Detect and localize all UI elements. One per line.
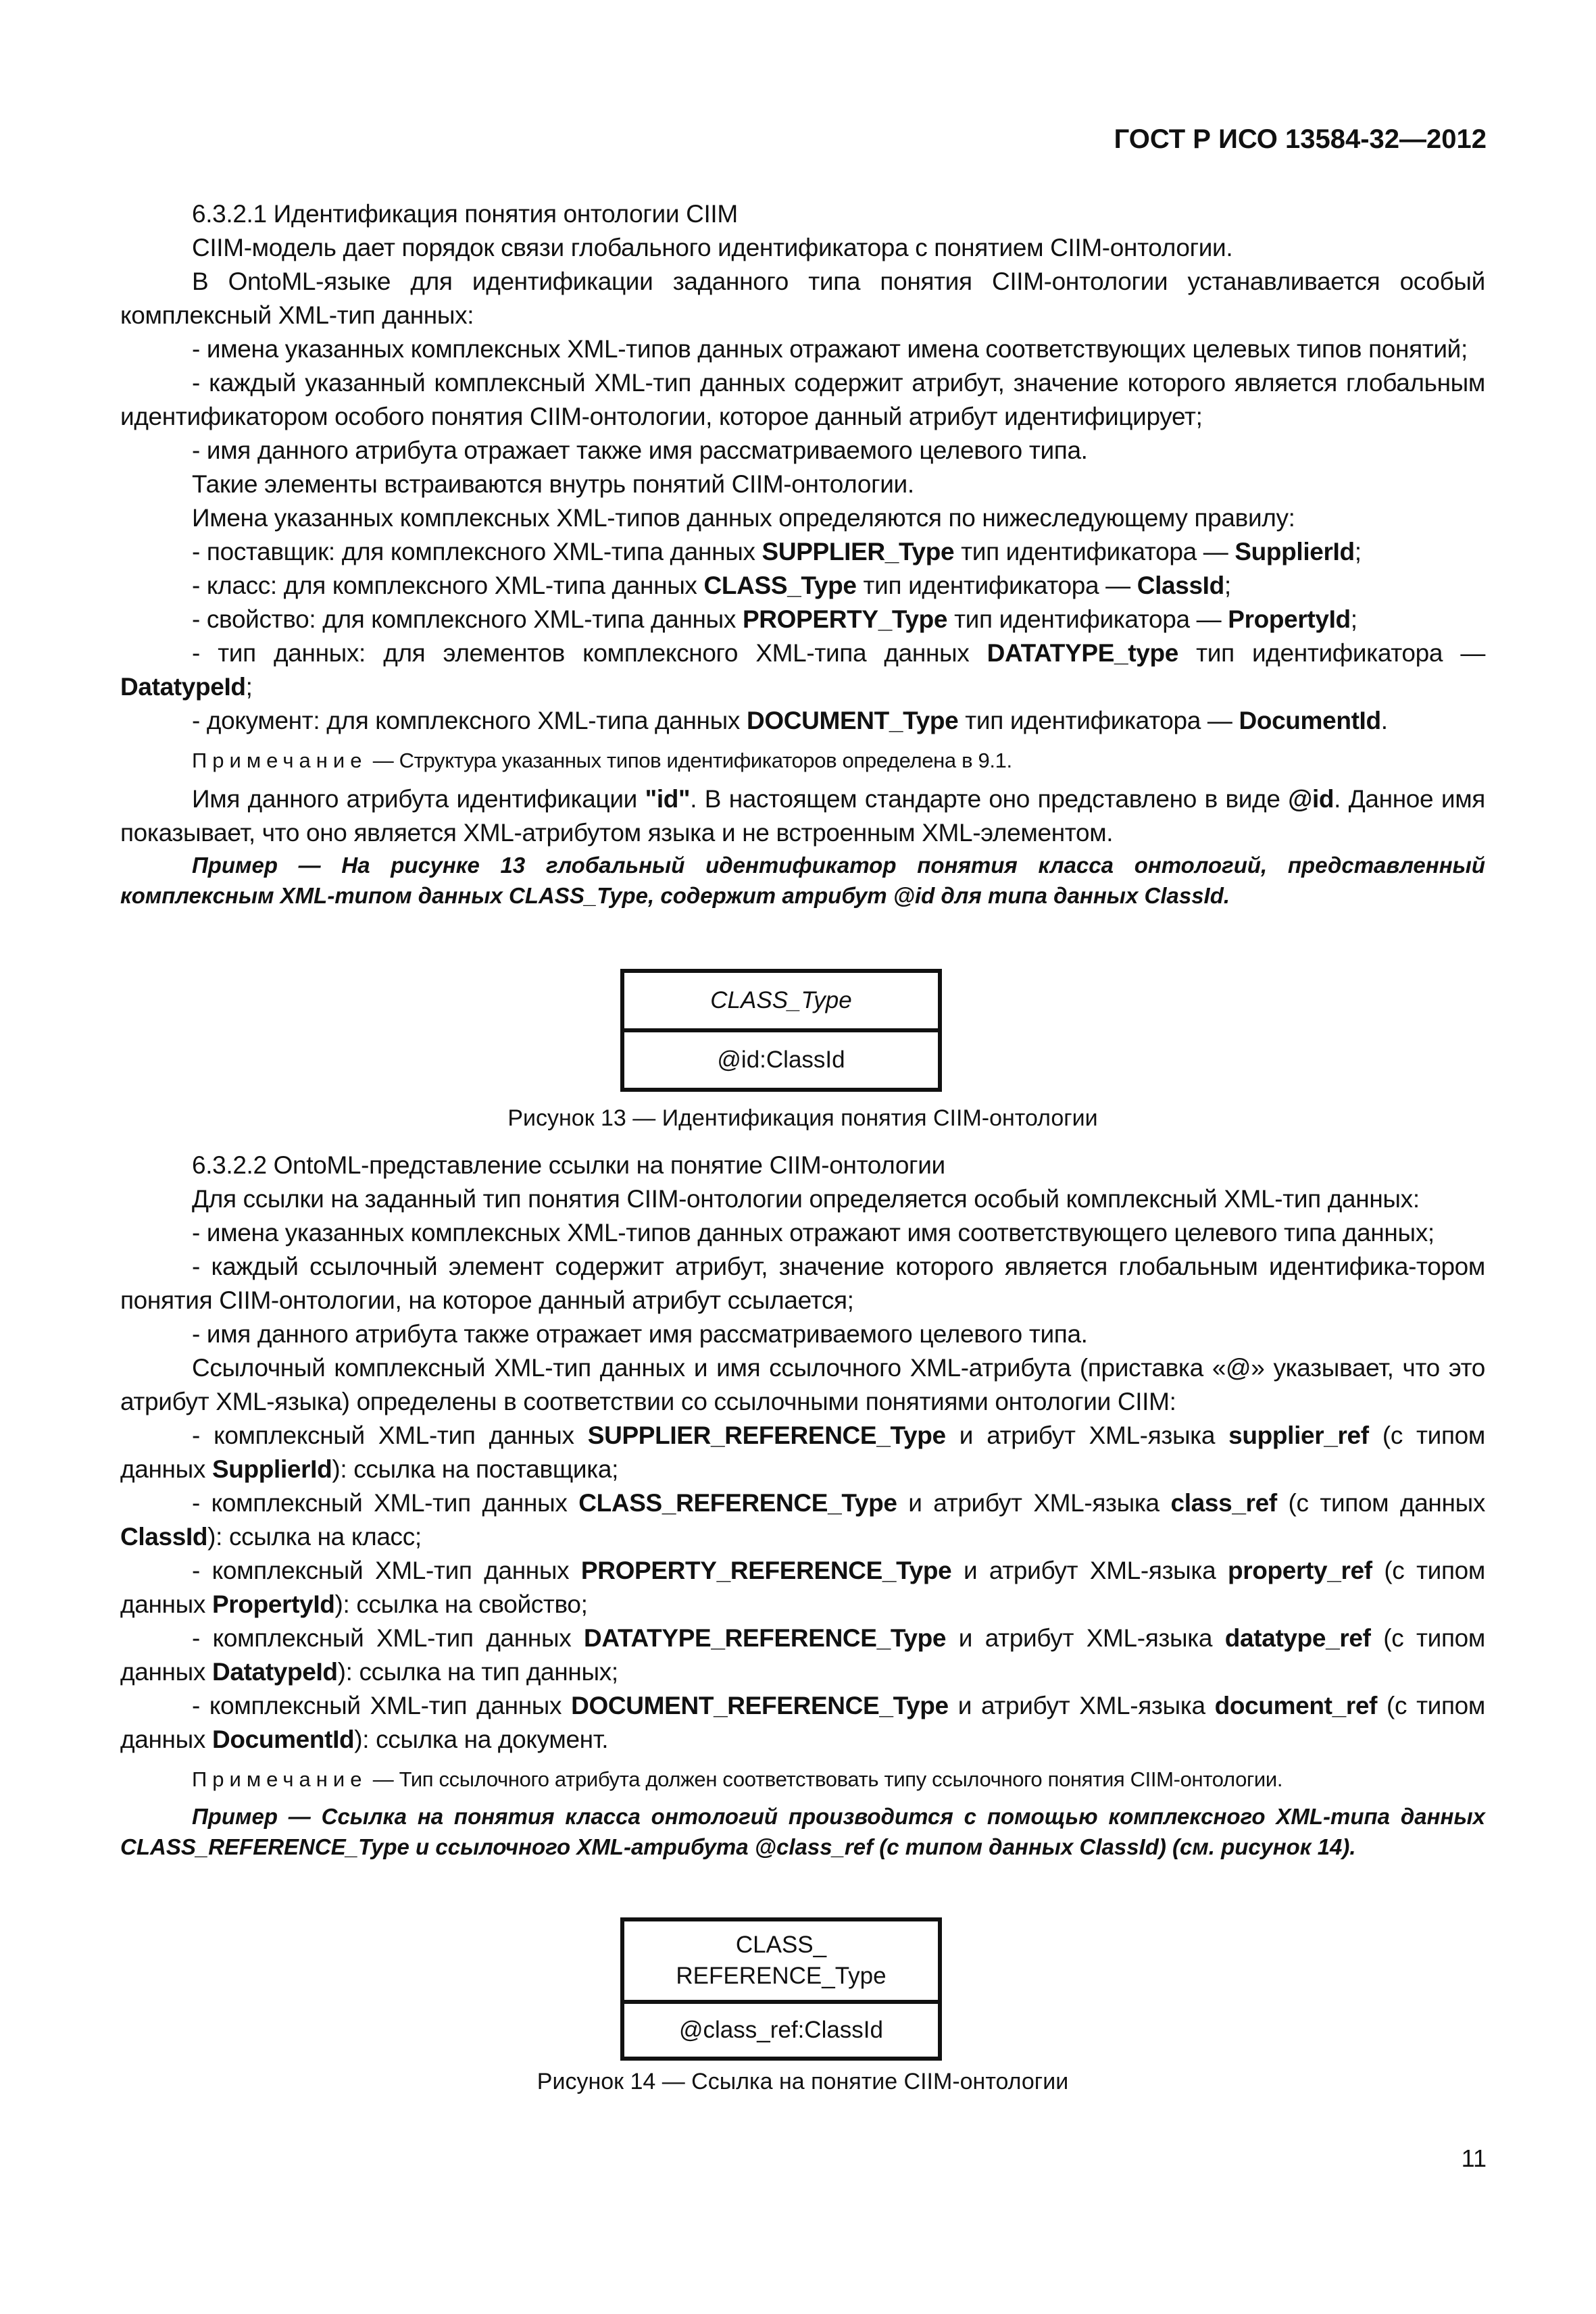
paragraph: - имена указанных комплексных XML-типов данных отражают имена соответствующих целевых типов понятий; [192, 335, 1468, 363]
rule-item-property [120, 603, 1485, 636]
ref-text: (с типом данных [120, 1557, 1485, 1618]
ref-text: - комплексный XML-тип данных [192, 1422, 588, 1449]
rule-text: ; [1354, 538, 1362, 565]
rule-type: SUPPLIER_Type [762, 538, 955, 565]
paragraph: - имя данного атрибута отражает также имя рассматриваемого целевого типа. [192, 436, 1088, 464]
ref-attr: datatype_ref [1224, 1624, 1371, 1652]
ref-type: SUPPLIER_REFERENCE_Type [587, 1422, 946, 1449]
rule-text: тип идентификатора — [856, 572, 1137, 599]
figure-13-type-cell: CLASS_Type [624, 973, 938, 1032]
ref-text: - комплексный XML-тип данных [192, 1557, 581, 1584]
rule-id: ClassId [1137, 572, 1224, 599]
paragraph: Имена указанных комплексных XML-типов данных определяются по нижеследующему правилу: [192, 504, 1295, 532]
figure-14-type-cell [624, 1921, 938, 2004]
figure-13-attribute-cell: @id:ClassId [717, 1047, 845, 1073]
rule-text: тип идентификатора — [958, 707, 1239, 734]
ref-attr: document_ref [1214, 1692, 1378, 1719]
ref-type: DATATYPE_REFERENCE_Type [584, 1624, 947, 1652]
ref-text: и атрибут XML-языка [946, 1624, 1225, 1652]
ref-id: SupplierId [211, 1455, 332, 1483]
ref-text: (с типом данных [1276, 1489, 1485, 1517]
ref-text: (с типом данных [120, 1624, 1485, 1686]
paragraph: Такие элементы встраиваются внутрь понятий CIIM-онтологии. [192, 470, 914, 498]
paragraph: - каждый указанный комплексный XML-тип данных содержит атрибут, значение которого является глобальным идентификатором особого понятия CIIM-онтологии, которое данный атрибут идентифицирует; [120, 369, 1485, 430]
rule-text: тип идентификатора — [947, 605, 1228, 633]
rule-text: тип идентификатора — [954, 538, 1235, 565]
reference-item-supplier [120, 1419, 1485, 1486]
note-text: — Тип ссылочного атрибута должен соответствовать типу ссылочного понятия CIIM-онтологии. [367, 1767, 1283, 1791]
rule-item-supplier [120, 535, 1485, 569]
section-heading: 6.3.2.1 Идентификация понятия онтологии CIIM [192, 200, 738, 228]
paragraph: В OntoML-языке для идентификации заданного типа понятия CIIM-онтологии устанавливается особый комплексный XML-тип данных: [120, 268, 1485, 329]
ref-id: DatatypeId [211, 1658, 338, 1686]
section-6-3-2-2 [120, 1149, 1485, 1862]
at-id-literal: @id [1288, 785, 1335, 813]
rule-type: DOCUMENT_Type [746, 707, 959, 734]
ref-type: PROPERTY_REFERENCE_Type [580, 1557, 952, 1584]
paragraph-id-attribute [120, 782, 1485, 850]
rule-id: DatatypeId [120, 673, 246, 701]
ref-text: и атрибут XML-языка [951, 1557, 1228, 1584]
rule-text: - класс: для комплексного XML-типа данных [192, 572, 704, 599]
rule-text: тип идентификатора — [1178, 639, 1485, 667]
reference-item-property [120, 1554, 1485, 1621]
rule-type: CLASS_Type [703, 572, 857, 599]
ref-text: - комплексный XML-тип данных [192, 1692, 572, 1719]
ref-text: и атрибут XML-языка [945, 1422, 1229, 1449]
section-heading: 6.3.2.2 OntoML-представление ссылки на понятие CIIM-онтологии [192, 1151, 945, 1179]
ref-id: ClassId [120, 1523, 208, 1551]
reference-item-datatype [120, 1621, 1485, 1689]
note [120, 1762, 1485, 1797]
figure-14-caption: Рисунок 14 — Ссылка на понятие CIIM-онтологии [537, 2069, 1069, 2094]
example: Пример — На рисунке 13 глобальный идентификатор понятия класса онтологий, представленный комплексным XML-типом данных CLASS_Type, содержит атрибут @id для типа данных ClassId. [120, 853, 1485, 908]
paragraph: - каждый ссылочный элемент содержит атрибут, значение которого является глобальным идентифика-тором понятия CIIM-онтологии, на которое данный атрибут ссылается; [120, 1253, 1485, 1314]
figure-14-diagram [620, 1917, 942, 2061]
paragraph: - имя данного атрибута также отражает имя рассматриваемого целевого типа. [192, 1320, 1088, 1348]
example: Пример — Ссылка на понятия класса онтологий производится с помощью комплексного XML-типа данных CLASS_REFERENCE_Type и ссылочного XML-атрибута @class_ref (с типом данных ClassId) (см. рисунок 14). [120, 1804, 1485, 1859]
rule-item-datatype [120, 636, 1485, 704]
ref-text: и атрибут XML-языка [948, 1692, 1215, 1719]
rule-text: - свойство: для комплексного XML-типа данных [192, 605, 743, 633]
ref-text: ): ссылка на документ. [354, 1726, 609, 1753]
ref-attr: supplier_ref [1228, 1422, 1369, 1449]
rule-text: ; [245, 673, 253, 701]
note-label: Примечание [192, 1767, 368, 1791]
paragraph: Для ссылки на заданный тип понятия CIIM-онтологии определяется особый комплексный XML-тип данных: [192, 1185, 1420, 1213]
paragraph: Ссылочный комплексный XML-тип данных и имя ссылочного XML-атрибута (приставка «@» указывает, что это атрибут XML-языка) определены в соответствии со ссылочными понятиями онтологии CIIM: [120, 1354, 1485, 1415]
ref-attr: property_ref [1227, 1557, 1372, 1584]
paragraph-text: Имя данного атрибута идентификации [192, 785, 645, 813]
reference-item-document [120, 1689, 1485, 1757]
rule-text: - поставщик: для комплексного XML-типа данных [192, 538, 762, 565]
ref-text: ): ссылка на класс; [207, 1523, 422, 1551]
figure-14-type-line: REFERENCE_Type [676, 1963, 887, 1989]
rule-text: . [1380, 707, 1388, 734]
ref-text: - комплексный XML-тип данных [192, 1624, 584, 1652]
rule-text: - документ: для комплексного XML-типа данных [192, 707, 747, 734]
ref-text: ): ссылка на поставщика; [332, 1455, 619, 1483]
paragraph: - имена указанных комплексных XML-типов данных отражают имя соответствующего целевого типа данных; [192, 1219, 1435, 1247]
ref-text: - комплексный XML-тип данных [192, 1489, 579, 1517]
ref-type: CLASS_REFERENCE_Type [578, 1489, 897, 1517]
paragraph-text: . В настоящем стандарте оно представлено в виде [690, 785, 1289, 813]
ref-attr: class_ref [1170, 1489, 1277, 1517]
figure-13-diagram [620, 969, 942, 1092]
ref-type: DOCUMENT_REFERENCE_Type [571, 1692, 949, 1719]
ref-text: (с типом данных [120, 1422, 1485, 1483]
figure-14-type-line: CLASS_ [735, 1932, 827, 1958]
figure-14-attribute-cell: @class_ref:ClassId [678, 2017, 883, 2043]
rule-type: DATATYPE_type [987, 639, 1178, 667]
paragraph: CIIM-модель дает порядок связи глобального идентификатора с понятием CIIM-онтологии. [192, 234, 1233, 261]
id-literal: "id" [645, 785, 691, 813]
note-label: Примечание [192, 749, 368, 772]
ref-text: ): ссылка на тип данных; [337, 1658, 618, 1686]
rule-text: ; [1224, 572, 1231, 599]
ref-text: ): ссылка на свойство; [334, 1590, 588, 1618]
paragraph-text: . Данное имя показывает, что оно является XML-атрибутом языка и не встроенным XML-элементом. [120, 785, 1485, 847]
rule-text: - тип данных: для элементов комплексного XML-типа данных [192, 639, 987, 667]
figure-13-caption: Рисунок 13 — Идентификация понятия CIIM-онтологии [507, 1105, 1098, 1131]
ref-id: DocumentId [211, 1726, 355, 1753]
note-text: — Структура указанных типов идентификаторов определена в 9.1. [367, 749, 1012, 772]
note [120, 743, 1485, 778]
rule-id: DocumentId [1239, 707, 1381, 734]
rule-type: PROPERTY_Type [742, 605, 948, 633]
section-6-3-2-1 [120, 197, 1485, 911]
rule-text: ; [1350, 605, 1357, 633]
rule-item-class [120, 569, 1485, 603]
reference-item-class [120, 1486, 1485, 1554]
rule-item-document [120, 704, 1485, 738]
ref-id: PropertyId [211, 1590, 335, 1618]
ref-text: и атрибут XML-языка [897, 1489, 1171, 1517]
ref-text: (с типом данных [120, 1692, 1485, 1753]
rule-id: PropertyId [1228, 605, 1351, 633]
page-number: 11 [1461, 2144, 1487, 2172]
standard-header: ГОСТ Р ИСО 13584-32—2012 [1114, 124, 1487, 154]
rule-id: SupplierId [1235, 538, 1355, 565]
